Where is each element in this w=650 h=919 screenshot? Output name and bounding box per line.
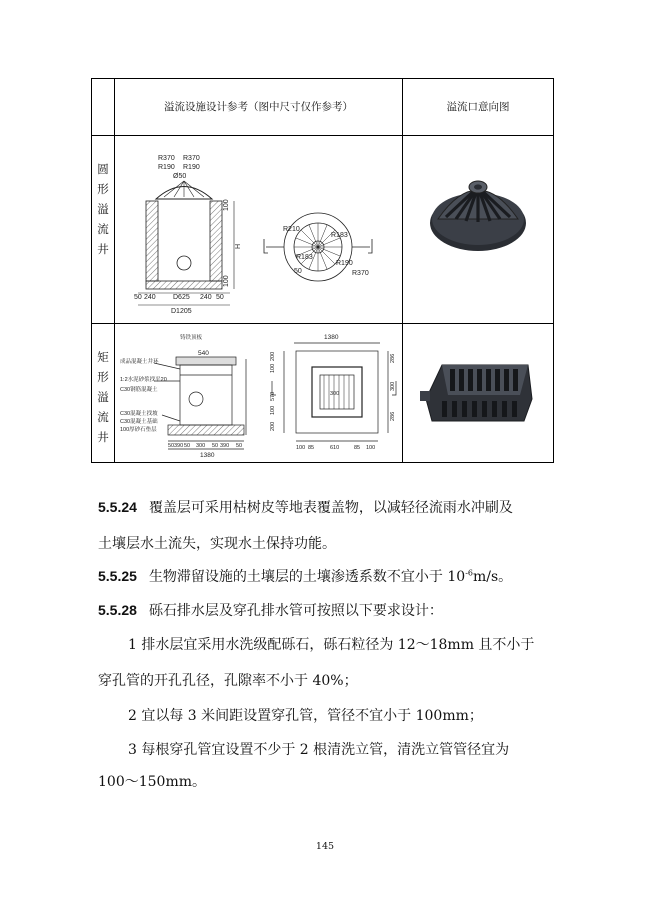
- dim-85: 85: [354, 445, 361, 451]
- clause-text: m/s。: [473, 569, 513, 585]
- item-text: 2 宜以每 3 米间距设置穿孔管，管径不宜小于 100mm；: [128, 708, 483, 724]
- dim-50: 50: [294, 268, 302, 275]
- label-char: 流: [97, 222, 109, 236]
- dim-50: 50: [168, 443, 175, 449]
- dim-540: 540: [198, 350, 209, 357]
- dim-100: 100: [223, 275, 230, 287]
- item-1: [128, 634, 534, 654]
- label-char: 流: [97, 410, 109, 424]
- dim-r190: R190: [183, 164, 200, 171]
- page-number: 145: [315, 841, 335, 852]
- dim-r190: R190: [158, 164, 175, 171]
- label-char: 形: [97, 182, 109, 196]
- item-3: [128, 739, 509, 759]
- clause-text: 砾石排水层及穿孔排水管可按照以下要求设计：: [148, 603, 443, 619]
- dim-d50: Ø50: [173, 173, 187, 180]
- note-cast-iron-top: 铸铁顶板: [180, 335, 203, 341]
- dim-50: 50: [236, 443, 243, 449]
- item-text: 100～150mm。: [98, 774, 206, 790]
- row-label-circular-overflow-well: [93, 159, 113, 259]
- overflow-facility-table: [91, 78, 554, 463]
- clause-text: 覆盖层可采用枯树皮等地表覆盖物，以减轻径流雨水冲刷及: [148, 500, 513, 516]
- exponent: -6: [465, 568, 473, 578]
- label-char: 圆: [97, 162, 109, 176]
- row-label-rectangular-overflow-well: [93, 347, 113, 447]
- circular-well-drawing: [116, 139, 400, 319]
- item-2: [128, 705, 483, 725]
- dim-300: 300: [390, 381, 396, 391]
- dim-d625: D625: [173, 294, 190, 301]
- dim-r190: R190: [336, 260, 353, 267]
- note-gravel-cushion: 100厚砂石垫层: [120, 427, 157, 433]
- dim-240: 240: [200, 294, 212, 301]
- dim-100: 100: [270, 363, 276, 373]
- dim-d1205: D1205: [171, 308, 192, 315]
- rectangular-grate-image: [420, 351, 536, 431]
- table-vline: [114, 79, 115, 462]
- table-hline: [92, 135, 553, 136]
- round-dome-grate-image: [428, 165, 528, 265]
- dim-100: 100: [270, 405, 276, 415]
- label-char: 溢: [97, 202, 109, 216]
- dim-200: 200: [270, 421, 276, 431]
- header-design-reference: 溢流设施设计参考（图中尺寸仅作参考）: [164, 101, 353, 113]
- dim-r183: R183: [296, 254, 313, 261]
- note-rc-concrete: C30钢筋混凝土: [120, 387, 158, 393]
- dim-570: 570: [270, 391, 276, 401]
- item-text: 1 排水层宜采用水洗级配砾石，砾石粒径为 12～18mm 且不小于: [128, 637, 535, 653]
- dim-r210: R210: [283, 226, 300, 233]
- table-vline: [402, 79, 403, 462]
- clause-text: 土壤层水土流失，实现水土保持功能。: [98, 536, 336, 552]
- clause-5-5-25: [98, 566, 512, 586]
- dim-100: 100: [296, 445, 306, 451]
- dim-100: 100: [366, 445, 376, 451]
- dim-300: 300: [196, 443, 206, 449]
- dim-r370: R370: [183, 155, 200, 162]
- clause-number: 5.5.24: [98, 499, 137, 515]
- clause-5-5-24-cont: [98, 533, 336, 553]
- label-char: 矩: [97, 350, 109, 364]
- note-concrete-base: C30混凝土基础: [120, 419, 158, 425]
- label-char: 溢: [97, 390, 109, 404]
- dim-300: 300: [330, 391, 340, 397]
- clause-number: 5.5.28: [98, 602, 137, 618]
- clause-5-5-24: [98, 497, 513, 517]
- clause-text: 生物滞留设施的土壤层的土壤渗透系数不宜小于 10: [148, 569, 466, 585]
- dim-50: 50: [184, 443, 191, 449]
- dim-240: 240: [144, 294, 156, 301]
- dim-r183: R183: [331, 232, 348, 239]
- dim-r370: R370: [158, 155, 175, 162]
- dim-390: 390: [174, 443, 184, 449]
- note-precast-ring: 成品混凝土井环: [120, 359, 159, 365]
- dim-390: 390: [220, 443, 230, 449]
- header-intent-image: 溢流口意向图: [446, 101, 510, 113]
- dim-1380: 1380: [324, 334, 339, 341]
- dim-286: 286: [390, 411, 396, 421]
- label-char: 井: [97, 430, 109, 444]
- rectangular-well-drawing: [116, 329, 400, 459]
- dim-r370: R370: [352, 270, 369, 277]
- label-char: 井: [97, 242, 109, 256]
- dim-h: H: [235, 243, 242, 249]
- item-text: 3 每根穿孔管宜设置不少于 2 根清洗立管，清洗立管管径宜为: [128, 742, 510, 758]
- clause-number: 5.5.25: [98, 568, 137, 584]
- dim-286: 286: [390, 353, 396, 363]
- note-concrete-slope: C30混凝土找坡: [120, 411, 158, 417]
- label-char: 形: [97, 370, 109, 384]
- note-mortar-leveling: 1:2水泥砂浆找平20: [120, 377, 167, 383]
- dim-200: 200: [270, 351, 276, 361]
- dim-50: 50: [216, 294, 224, 301]
- dim-1380: 1380: [200, 452, 215, 459]
- dim-610: 610: [330, 445, 340, 451]
- dim-50: 50: [134, 294, 142, 301]
- dim-50: 50: [212, 443, 219, 449]
- item-text: 穿孔管的开孔孔径，孔隙率不小于 40%；: [98, 673, 358, 689]
- clause-5-5-28: [98, 600, 443, 620]
- item-3-cont: [98, 771, 206, 791]
- dim-100: 100: [223, 199, 230, 211]
- table-hline: [92, 323, 553, 324]
- item-1-cont: [98, 670, 358, 690]
- dim-85: 85: [308, 445, 315, 451]
